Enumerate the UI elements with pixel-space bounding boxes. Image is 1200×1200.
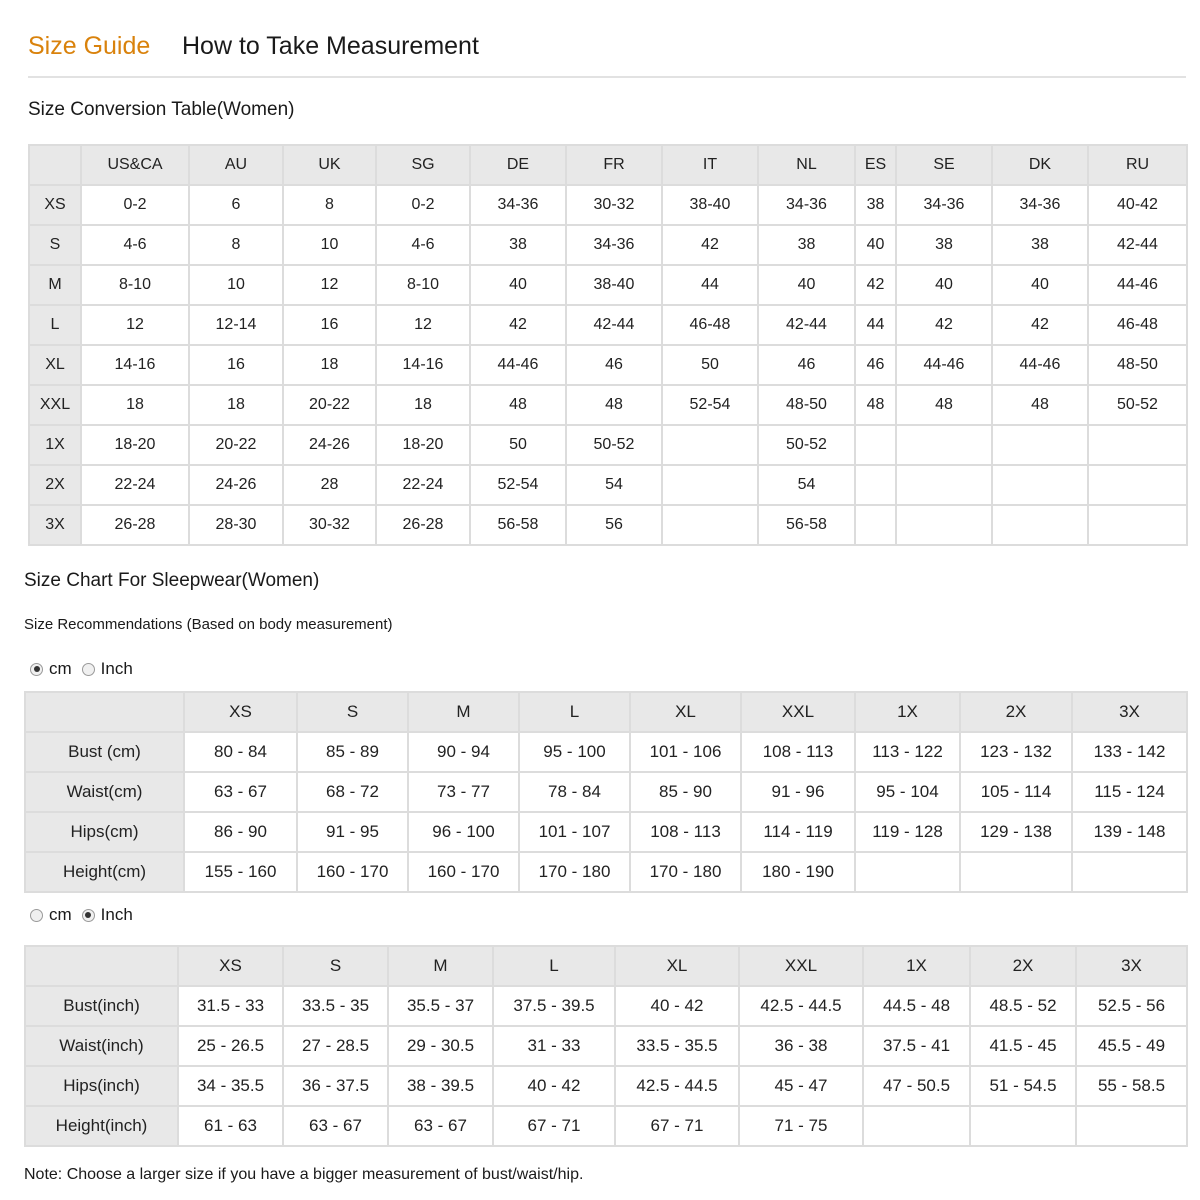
table-cell: 28 bbox=[283, 465, 376, 505]
radio-cm[interactable] bbox=[30, 663, 43, 676]
table-cell: 42 bbox=[896, 305, 992, 345]
tab-bar bbox=[28, 30, 1186, 78]
table-cell: 55 - 58.5 bbox=[1076, 1066, 1187, 1106]
column-header: 3X bbox=[1072, 692, 1187, 732]
corner-cell bbox=[25, 692, 184, 732]
column-header: L bbox=[493, 946, 615, 986]
row-header: 1X bbox=[29, 425, 81, 465]
table-cell: 37.5 - 39.5 bbox=[493, 986, 615, 1026]
table-cell: 22-24 bbox=[81, 465, 189, 505]
table-row bbox=[29, 385, 1187, 425]
table-cell: 25 - 26.5 bbox=[178, 1026, 283, 1066]
table-row bbox=[25, 1106, 1187, 1146]
row-header: Hips(inch) bbox=[25, 1066, 178, 1106]
table-cell: 18-20 bbox=[376, 425, 470, 465]
conversion-table-title: Size Conversion Table(Women) bbox=[28, 99, 295, 120]
table-cell: 44-46 bbox=[992, 345, 1088, 385]
table-cell: 44-46 bbox=[896, 345, 992, 385]
table-cell: 36 - 38 bbox=[739, 1026, 863, 1066]
table-cell: 14-16 bbox=[376, 345, 470, 385]
table-row bbox=[25, 812, 1187, 852]
sleepwear-chart-title: Size Chart For Sleepwear(Women) bbox=[24, 570, 320, 591]
unit-selector-inch-table bbox=[30, 905, 143, 925]
table-cell: 101 - 107 bbox=[519, 812, 630, 852]
table-cell: 139 - 148 bbox=[1072, 812, 1187, 852]
table-cell: 42.5 - 44.5 bbox=[739, 986, 863, 1026]
table-cell: 38 bbox=[896, 225, 992, 265]
column-header: ES bbox=[855, 145, 896, 185]
table-cell: 160 - 170 bbox=[408, 852, 519, 892]
table-row bbox=[25, 986, 1187, 1026]
table-cell: 46-48 bbox=[662, 305, 758, 345]
table-cell: 71 - 75 bbox=[739, 1106, 863, 1146]
table-cell: 42-44 bbox=[1088, 225, 1187, 265]
table-cell bbox=[992, 425, 1088, 465]
table-cell: 34-36 bbox=[896, 185, 992, 225]
column-header: 1X bbox=[863, 946, 970, 986]
tab-how-to-measure[interactable]: How to Take Measurement bbox=[182, 32, 479, 60]
table-cell: 26-28 bbox=[81, 505, 189, 545]
table-cell: 42 bbox=[662, 225, 758, 265]
row-header: Waist(cm) bbox=[25, 772, 184, 812]
table-cell: 85 - 90 bbox=[630, 772, 741, 812]
header-row bbox=[25, 692, 1187, 732]
table-cell bbox=[662, 505, 758, 545]
table-cell: 18 bbox=[283, 345, 376, 385]
table-cell: 78 - 84 bbox=[519, 772, 630, 812]
table-cell: 90 - 94 bbox=[408, 732, 519, 772]
table-cell: 16 bbox=[189, 345, 283, 385]
table-cell: 8 bbox=[189, 225, 283, 265]
radio-cm-label: cm bbox=[49, 905, 72, 924]
table-cell: 22-24 bbox=[376, 465, 470, 505]
table-cell bbox=[855, 465, 896, 505]
corner-cell bbox=[25, 946, 178, 986]
table-cell: 16 bbox=[283, 305, 376, 345]
row-header: Bust (cm) bbox=[25, 732, 184, 772]
column-header: 2X bbox=[960, 692, 1072, 732]
table-cell: 44 bbox=[855, 305, 896, 345]
column-header: 3X bbox=[1076, 946, 1187, 986]
corner-cell bbox=[29, 145, 81, 185]
table-cell: 0-2 bbox=[376, 185, 470, 225]
table-cell bbox=[896, 465, 992, 505]
table-cell: 48.5 - 52 bbox=[970, 986, 1076, 1026]
column-header: 2X bbox=[970, 946, 1076, 986]
table-cell: 160 - 170 bbox=[297, 852, 408, 892]
table-cell: 4-6 bbox=[81, 225, 189, 265]
table-cell: 50 bbox=[470, 425, 566, 465]
table-cell: 40 bbox=[992, 265, 1088, 305]
table-cell: 52-54 bbox=[470, 465, 566, 505]
table-cell: 38 bbox=[470, 225, 566, 265]
column-header: DE bbox=[470, 145, 566, 185]
column-header: AU bbox=[189, 145, 283, 185]
table-cell: 34-36 bbox=[566, 225, 662, 265]
table-cell: 63 - 67 bbox=[283, 1106, 388, 1146]
table-cell: 54 bbox=[758, 465, 855, 505]
table-cell: 48 bbox=[855, 385, 896, 425]
table-cell: 155 - 160 bbox=[184, 852, 297, 892]
table-cell: 40-42 bbox=[1088, 185, 1187, 225]
table-cell: 113 - 122 bbox=[855, 732, 960, 772]
table-cell: 108 - 113 bbox=[741, 732, 855, 772]
column-header: XXL bbox=[739, 946, 863, 986]
table-cell: 38 bbox=[992, 225, 1088, 265]
table-cell: 34 - 35.5 bbox=[178, 1066, 283, 1106]
column-header: XS bbox=[184, 692, 297, 732]
header-row bbox=[29, 145, 1187, 185]
table-cell: 26-28 bbox=[376, 505, 470, 545]
sleepwear-cm-table bbox=[24, 691, 1188, 893]
table-cell: 67 - 71 bbox=[493, 1106, 615, 1146]
table-cell bbox=[863, 1106, 970, 1146]
table-cell: 67 - 71 bbox=[615, 1106, 739, 1146]
table-cell: 180 - 190 bbox=[741, 852, 855, 892]
column-header: 1X bbox=[855, 692, 960, 732]
table-cell: 31.5 - 33 bbox=[178, 986, 283, 1026]
table-cell: 35.5 - 37 bbox=[388, 986, 493, 1026]
table-cell: 170 - 180 bbox=[519, 852, 630, 892]
radio-inch-label: Inch bbox=[100, 905, 133, 924]
table-cell: 37.5 - 41 bbox=[863, 1026, 970, 1066]
table-cell: 85 - 89 bbox=[297, 732, 408, 772]
table-cell: 48 bbox=[470, 385, 566, 425]
row-header: S bbox=[29, 225, 81, 265]
table-cell: 34-36 bbox=[470, 185, 566, 225]
table-cell: 95 - 100 bbox=[519, 732, 630, 772]
table-cell: 44 bbox=[662, 265, 758, 305]
table-cell: 20-22 bbox=[283, 385, 376, 425]
table-cell: 42-44 bbox=[758, 305, 855, 345]
table-cell: 133 - 142 bbox=[1072, 732, 1187, 772]
table-cell: 108 - 113 bbox=[630, 812, 741, 852]
table-cell bbox=[855, 425, 896, 465]
table-row bbox=[29, 345, 1187, 385]
size-conversion-table bbox=[28, 144, 1188, 546]
table-cell: 42.5 - 44.5 bbox=[615, 1066, 739, 1106]
table-cell: 48-50 bbox=[758, 385, 855, 425]
table-cell: 38 bbox=[855, 185, 896, 225]
table-cell: 119 - 128 bbox=[855, 812, 960, 852]
column-header: XS bbox=[178, 946, 283, 986]
table-cell: 129 - 138 bbox=[960, 812, 1072, 852]
table-cell: 61 - 63 bbox=[178, 1106, 283, 1146]
radio-inch[interactable] bbox=[82, 909, 95, 922]
table-cell: 48-50 bbox=[1088, 345, 1187, 385]
table-cell: 42-44 bbox=[566, 305, 662, 345]
radio-inch[interactable] bbox=[82, 663, 95, 676]
table-cell: 28-30 bbox=[189, 505, 283, 545]
table-cell: 36 - 37.5 bbox=[283, 1066, 388, 1106]
table-cell: 46 bbox=[758, 345, 855, 385]
header-row bbox=[25, 946, 1187, 986]
table-cell: 95 - 104 bbox=[855, 772, 960, 812]
table-cell bbox=[1072, 852, 1187, 892]
table-cell: 47 - 50.5 bbox=[863, 1066, 970, 1106]
column-header: L bbox=[519, 692, 630, 732]
row-header: M bbox=[29, 265, 81, 305]
table-row bbox=[29, 225, 1187, 265]
radio-cm[interactable] bbox=[30, 909, 43, 922]
column-header: US&CA bbox=[81, 145, 189, 185]
column-header: XL bbox=[630, 692, 741, 732]
table-cell: 91 - 96 bbox=[741, 772, 855, 812]
column-header: S bbox=[297, 692, 408, 732]
table-cell: 101 - 106 bbox=[630, 732, 741, 772]
table-cell: 46 bbox=[566, 345, 662, 385]
table-cell: 38 - 39.5 bbox=[388, 1066, 493, 1106]
table-cell: 40 - 42 bbox=[493, 1066, 615, 1106]
table-cell: 73 - 77 bbox=[408, 772, 519, 812]
radio-inch-label: Inch bbox=[100, 659, 133, 678]
table-row bbox=[29, 305, 1187, 345]
radio-cm-label: cm bbox=[49, 659, 72, 678]
size-recommendation-subtitle: Size Recommendations (Based on body measurement) bbox=[24, 616, 393, 633]
table-cell: 44-46 bbox=[1088, 265, 1187, 305]
table-cell: 12 bbox=[376, 305, 470, 345]
row-header: 2X bbox=[29, 465, 81, 505]
table-row bbox=[29, 265, 1187, 305]
table-cell: 40 bbox=[855, 225, 896, 265]
table-cell: 50-52 bbox=[758, 425, 855, 465]
table-cell: 54 bbox=[566, 465, 662, 505]
table-cell: 46 bbox=[855, 345, 896, 385]
table-cell: 56-58 bbox=[470, 505, 566, 545]
sleepwear-inch-table bbox=[24, 945, 1188, 1147]
table-cell: 30-32 bbox=[283, 505, 376, 545]
column-header: SE bbox=[896, 145, 992, 185]
column-header: XL bbox=[615, 946, 739, 986]
table-cell: 31 - 33 bbox=[493, 1026, 615, 1066]
table-cell: 91 - 95 bbox=[297, 812, 408, 852]
column-header: RU bbox=[1088, 145, 1187, 185]
table-cell bbox=[662, 425, 758, 465]
table-cell: 14-16 bbox=[81, 345, 189, 385]
table-cell: 33.5 - 35 bbox=[283, 986, 388, 1026]
column-header: S bbox=[283, 946, 388, 986]
table-cell bbox=[855, 505, 896, 545]
table-cell: 24-26 bbox=[283, 425, 376, 465]
table-cell: 63 - 67 bbox=[184, 772, 297, 812]
table-row bbox=[25, 772, 1187, 812]
row-header: XXL bbox=[29, 385, 81, 425]
table-cell: 38-40 bbox=[566, 265, 662, 305]
table-cell: 115 - 124 bbox=[1072, 772, 1187, 812]
table-cell: 68 - 72 bbox=[297, 772, 408, 812]
table-cell: 29 - 30.5 bbox=[388, 1026, 493, 1066]
table-cell bbox=[1088, 505, 1187, 545]
table-cell: 44.5 - 48 bbox=[863, 986, 970, 1026]
row-header: L bbox=[29, 305, 81, 345]
table-cell: 51 - 54.5 bbox=[970, 1066, 1076, 1106]
table-cell bbox=[855, 852, 960, 892]
table-row bbox=[29, 465, 1187, 505]
row-header: Height(inch) bbox=[25, 1106, 178, 1146]
table-cell bbox=[662, 465, 758, 505]
table-row bbox=[25, 852, 1187, 892]
table-cell: 40 - 42 bbox=[615, 986, 739, 1026]
column-header: IT bbox=[662, 145, 758, 185]
table-cell: 12 bbox=[81, 305, 189, 345]
row-header: Bust(inch) bbox=[25, 986, 178, 1026]
table-cell: 38-40 bbox=[662, 185, 758, 225]
column-header: NL bbox=[758, 145, 855, 185]
unit-selector-cm-table bbox=[30, 659, 143, 679]
table-cell: 40 bbox=[896, 265, 992, 305]
table-cell: 12-14 bbox=[189, 305, 283, 345]
table-cell: 42 bbox=[855, 265, 896, 305]
table-cell: 44-46 bbox=[470, 345, 566, 385]
column-header: DK bbox=[992, 145, 1088, 185]
table-cell: 6 bbox=[189, 185, 283, 225]
table-cell: 18 bbox=[81, 385, 189, 425]
table-cell: 63 - 67 bbox=[388, 1106, 493, 1146]
table-cell: 45 - 47 bbox=[739, 1066, 863, 1106]
table-cell bbox=[896, 425, 992, 465]
table-cell: 45.5 - 49 bbox=[1076, 1026, 1187, 1066]
table-cell: 8-10 bbox=[376, 265, 470, 305]
table-cell: 34-36 bbox=[758, 185, 855, 225]
table-row bbox=[29, 425, 1187, 465]
table-cell bbox=[970, 1106, 1076, 1146]
table-cell: 27 - 28.5 bbox=[283, 1026, 388, 1066]
column-header: UK bbox=[283, 145, 376, 185]
table-cell: 10 bbox=[189, 265, 283, 305]
column-header: M bbox=[408, 692, 519, 732]
table-cell bbox=[992, 505, 1088, 545]
table-cell: 50-52 bbox=[1088, 385, 1187, 425]
table-cell: 170 - 180 bbox=[630, 852, 741, 892]
table-cell: 52-54 bbox=[662, 385, 758, 425]
table-row bbox=[25, 732, 1187, 772]
table-cell: 48 bbox=[896, 385, 992, 425]
table-row bbox=[29, 505, 1187, 545]
row-header: Hips(cm) bbox=[25, 812, 184, 852]
table-cell: 41.5 - 45 bbox=[970, 1026, 1076, 1066]
column-header: XXL bbox=[741, 692, 855, 732]
table-cell: 10 bbox=[283, 225, 376, 265]
table-cell: 86 - 90 bbox=[184, 812, 297, 852]
table-row bbox=[25, 1026, 1187, 1066]
table-cell: 42 bbox=[992, 305, 1088, 345]
row-header: XS bbox=[29, 185, 81, 225]
table-cell: 56 bbox=[566, 505, 662, 545]
column-header: M bbox=[388, 946, 493, 986]
table-cell: 18 bbox=[189, 385, 283, 425]
table-cell: 18 bbox=[376, 385, 470, 425]
table-cell bbox=[1076, 1106, 1187, 1146]
column-header: SG bbox=[376, 145, 470, 185]
table-cell: 12 bbox=[283, 265, 376, 305]
table-cell: 50 bbox=[662, 345, 758, 385]
row-header: XL bbox=[29, 345, 81, 385]
table-cell: 38 bbox=[758, 225, 855, 265]
table-row bbox=[29, 185, 1187, 225]
table-cell: 50-52 bbox=[566, 425, 662, 465]
table-cell: 24-26 bbox=[189, 465, 283, 505]
table-cell: 18-20 bbox=[81, 425, 189, 465]
table-cell: 4-6 bbox=[376, 225, 470, 265]
table-cell: 52.5 - 56 bbox=[1076, 986, 1187, 1026]
row-header: Waist(inch) bbox=[25, 1026, 178, 1066]
table-cell: 20-22 bbox=[189, 425, 283, 465]
table-cell: 8-10 bbox=[81, 265, 189, 305]
table-cell: 34-36 bbox=[992, 185, 1088, 225]
size-note: Note: Choose a larger size if you have a bigger measurement of bust/waist/hip. bbox=[24, 1166, 584, 1183]
table-cell bbox=[896, 505, 992, 545]
table-cell bbox=[1088, 425, 1187, 465]
table-cell: 30-32 bbox=[566, 185, 662, 225]
table-cell: 56-58 bbox=[758, 505, 855, 545]
table-cell: 48 bbox=[566, 385, 662, 425]
table-cell: 48 bbox=[992, 385, 1088, 425]
row-header: 3X bbox=[29, 505, 81, 545]
table-cell: 42 bbox=[470, 305, 566, 345]
table-row bbox=[25, 1066, 1187, 1106]
table-cell: 123 - 132 bbox=[960, 732, 1072, 772]
table-cell: 0-2 bbox=[81, 185, 189, 225]
tab-size-guide[interactable]: Size Guide bbox=[28, 32, 151, 60]
table-cell: 114 - 119 bbox=[741, 812, 855, 852]
table-cell bbox=[992, 465, 1088, 505]
table-cell: 105 - 114 bbox=[960, 772, 1072, 812]
table-cell: 80 - 84 bbox=[184, 732, 297, 772]
table-cell bbox=[1088, 465, 1187, 505]
table-cell: 46-48 bbox=[1088, 305, 1187, 345]
table-cell: 33.5 - 35.5 bbox=[615, 1026, 739, 1066]
table-cell: 96 - 100 bbox=[408, 812, 519, 852]
table-cell: 40 bbox=[470, 265, 566, 305]
table-cell: 40 bbox=[758, 265, 855, 305]
row-header: Height(cm) bbox=[25, 852, 184, 892]
table-cell: 8 bbox=[283, 185, 376, 225]
table-cell bbox=[960, 852, 1072, 892]
column-header: FR bbox=[566, 145, 662, 185]
